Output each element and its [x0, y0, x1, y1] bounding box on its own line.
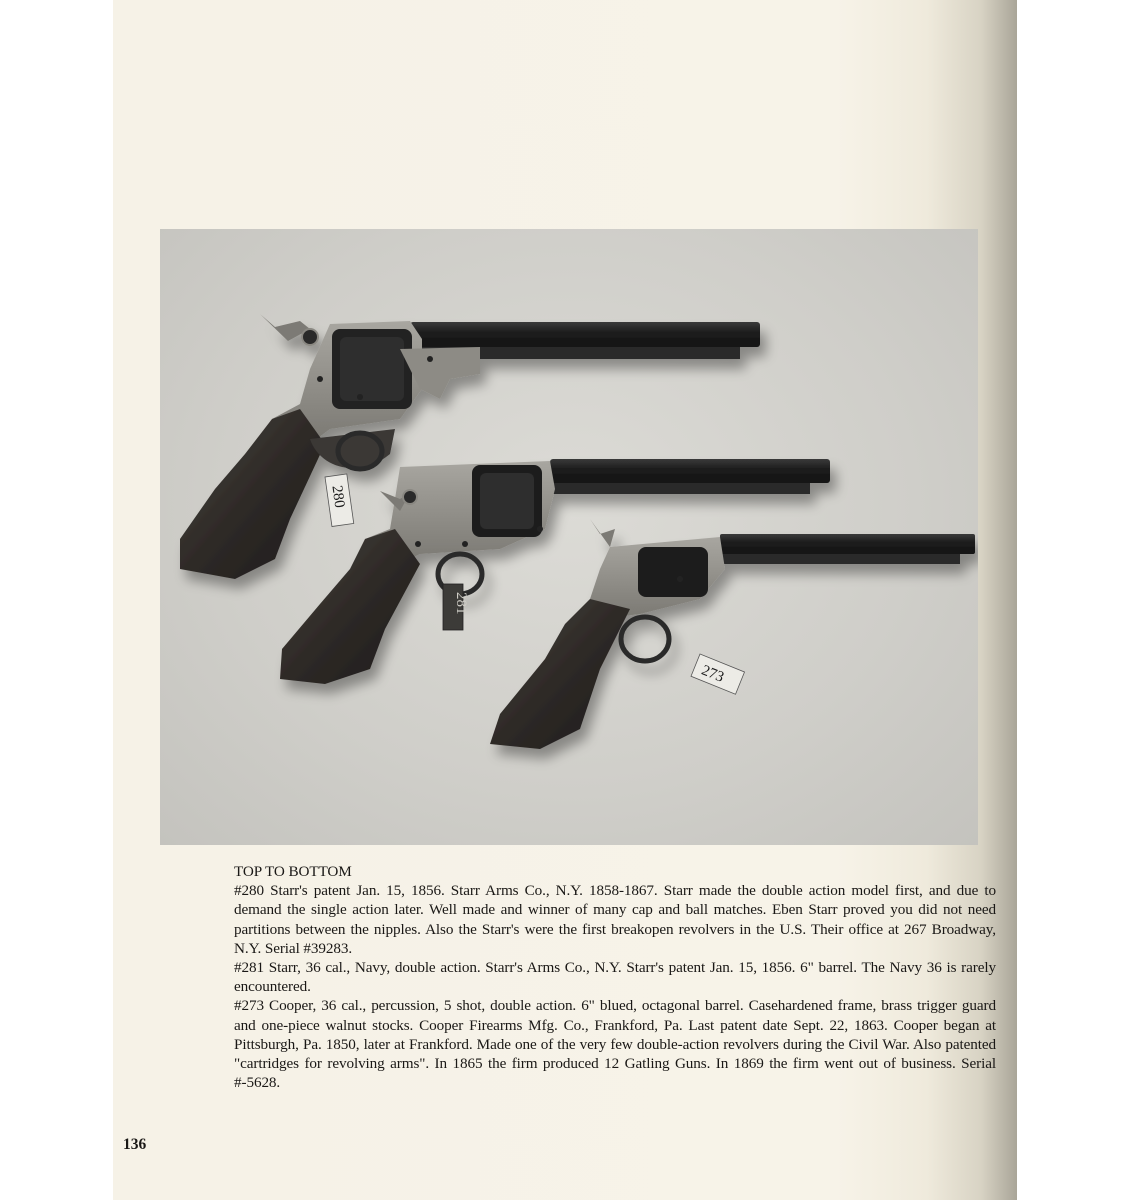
tag-273 — [691, 654, 744, 694]
revolvers-illustration — [160, 229, 978, 845]
caption-entry-281: #281 Starr, 36 cal., Navy, double action. Starr's Arms Co., N.Y. Starr's patent Jan. 15, 1856. 6" barrel. The Navy 36 is rarely encountered. — [234, 959, 996, 996]
tag-273-label: 273 — [699, 662, 727, 686]
caption-heading: TOP TO BOTTOM — [234, 863, 352, 880]
tag-281 — [443, 584, 469, 630]
book-page — [113, 0, 1017, 1200]
revolvers-photograph — [160, 229, 978, 845]
caption-entry-280: #280 Starr's patent Jan. 15, 1856. Starr Arms Co., N.Y. 1858-1867. Starr made the double action model first, and due to demand the single action later. Well made and winner of many cap and ball matches. Eben Starr proved you did not need partitions between the nipples. Also the Starr's were the first breakopen revolvers in the U.S. Their office at 267 Broadway, N.Y. Serial #39283. — [234, 882, 996, 957]
tag-281-label: 281 — [453, 592, 469, 615]
revolver-273 — [490, 519, 975, 749]
caption-entry-273: #273 Cooper, 36 cal., percussion, 5 shot, double action. 6" blued, octagonal barrel. Casehardened frame, brass trigger guard and one-piece walnut stocks. Cooper Firearms Mfg. Co., Frankford, Pa. Last patent date Sept. 22, 1863. Cooper began at Pittsburgh, Pa. 1850, later at Frankford. Made one of the very few double-action revolvers during the Civil War. Also patented "cartridges for revolving arms". In 1865 the firm produced 12 Gatling Guns. In 1869 the firm went out of business. Serial #-5628. — [234, 997, 996, 1092]
tag-280-label: 280 — [328, 484, 348, 509]
tag-280 — [325, 474, 354, 527]
page-number: 136 — [123, 1136, 147, 1153]
photo-caption — [234, 862, 996, 1092]
